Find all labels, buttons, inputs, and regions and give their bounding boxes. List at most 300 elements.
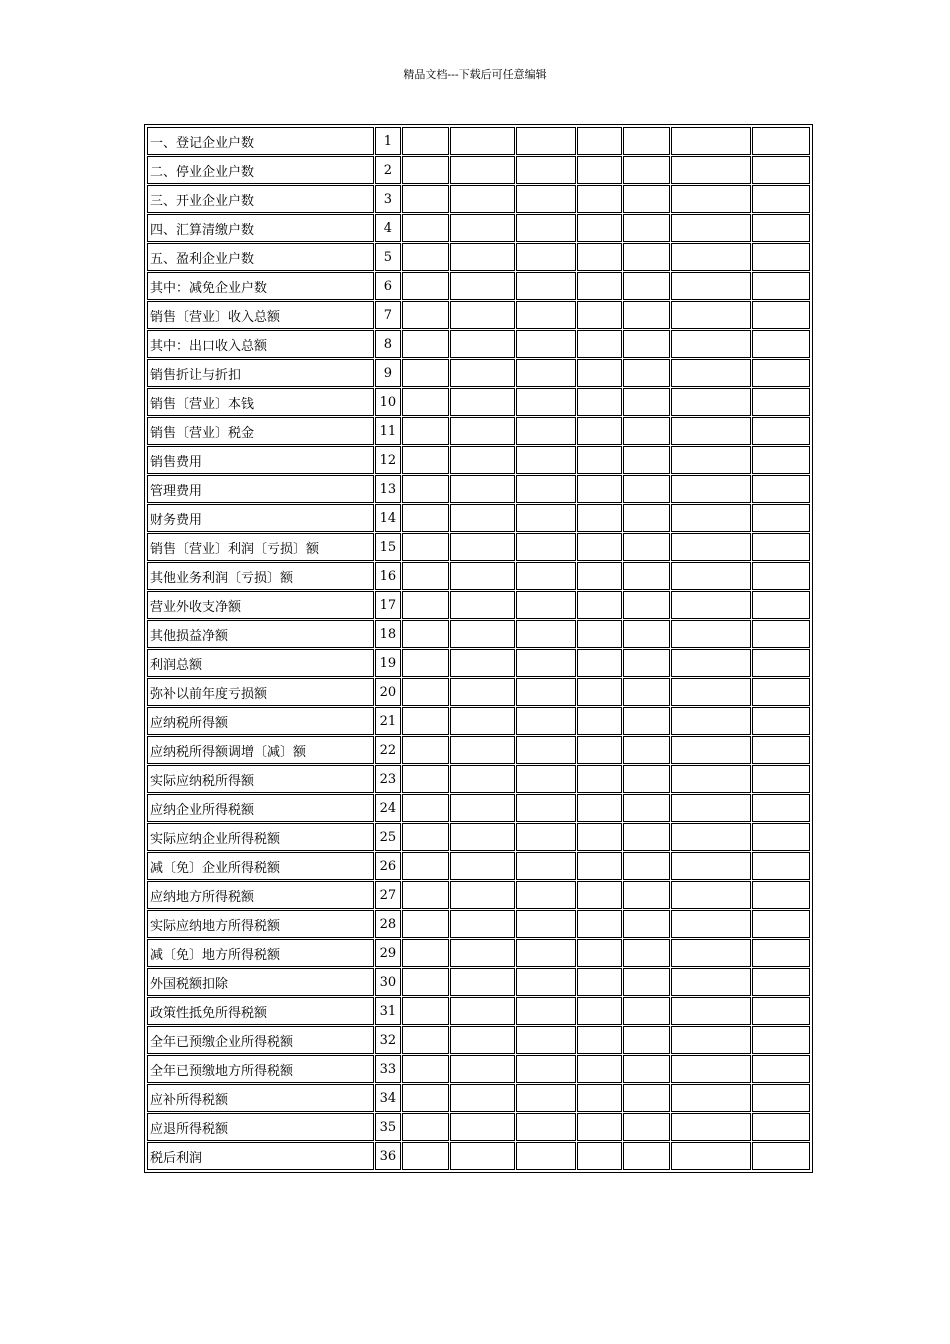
- table-row: [147, 881, 810, 909]
- empty-value-cell: [402, 794, 449, 822]
- empty-value-cell: [752, 475, 810, 503]
- empty-value-cell: [671, 620, 751, 648]
- empty-value-cell: [577, 881, 623, 909]
- row-number: 14: [375, 504, 401, 532]
- row-label: 财务费用: [147, 504, 374, 532]
- empty-value-cell: [623, 1142, 670, 1170]
- row-number: 26: [375, 852, 401, 880]
- empty-value-cell: [577, 562, 623, 590]
- row-label: 其他业务利润〔亏损〕额: [147, 562, 374, 590]
- table-body: [147, 127, 810, 1170]
- empty-value-cell: [671, 185, 751, 213]
- row-label: 管理费用: [147, 475, 374, 503]
- empty-value-cell: [671, 127, 751, 155]
- row-label: 四、汇算清缴户数: [147, 214, 374, 242]
- empty-value-cell: [516, 910, 576, 938]
- table-row: [147, 533, 810, 561]
- empty-value-cell: [402, 1026, 449, 1054]
- empty-value-cell: [752, 765, 810, 793]
- empty-value-cell: [577, 649, 623, 677]
- row-number: 4: [375, 214, 401, 242]
- empty-value-cell: [671, 359, 751, 387]
- empty-value-cell: [623, 939, 670, 967]
- empty-value-cell: [752, 620, 810, 648]
- empty-value-cell: [623, 301, 670, 329]
- table-row: [147, 707, 810, 735]
- empty-value-cell: [752, 359, 810, 387]
- table-row: [147, 388, 810, 416]
- empty-value-cell: [623, 765, 670, 793]
- row-label: 销售〔营业〕收入总额: [147, 301, 374, 329]
- empty-value-cell: [752, 678, 810, 706]
- empty-value-cell: [450, 939, 515, 967]
- empty-value-cell: [577, 272, 623, 300]
- empty-value-cell: [577, 185, 623, 213]
- empty-value-cell: [450, 475, 515, 503]
- table-row: [147, 214, 810, 242]
- empty-value-cell: [623, 794, 670, 822]
- empty-value-cell: [450, 214, 515, 242]
- empty-value-cell: [671, 591, 751, 619]
- empty-value-cell: [671, 1142, 751, 1170]
- empty-value-cell: [450, 968, 515, 996]
- empty-value-cell: [577, 1026, 623, 1054]
- empty-value-cell: [450, 1055, 515, 1083]
- empty-value-cell: [623, 707, 670, 735]
- empty-value-cell: [623, 504, 670, 532]
- row-number: 35: [375, 1113, 401, 1141]
- row-label: 实际应纳企业所得税额: [147, 823, 374, 851]
- empty-value-cell: [516, 852, 576, 880]
- row-number: 12: [375, 446, 401, 474]
- empty-value-cell: [402, 272, 449, 300]
- empty-value-cell: [516, 185, 576, 213]
- empty-value-cell: [450, 1113, 515, 1141]
- empty-value-cell: [752, 736, 810, 764]
- empty-value-cell: [516, 562, 576, 590]
- empty-value-cell: [516, 272, 576, 300]
- empty-value-cell: [450, 736, 515, 764]
- empty-value-cell: [577, 1055, 623, 1083]
- empty-value-cell: [402, 910, 449, 938]
- empty-value-cell: [671, 156, 751, 184]
- empty-value-cell: [516, 620, 576, 648]
- empty-value-cell: [450, 1084, 515, 1112]
- row-number: 22: [375, 736, 401, 764]
- empty-value-cell: [450, 388, 515, 416]
- empty-value-cell: [623, 562, 670, 590]
- empty-value-cell: [516, 504, 576, 532]
- empty-value-cell: [577, 243, 623, 271]
- row-number: 28: [375, 910, 401, 938]
- empty-value-cell: [671, 504, 751, 532]
- row-label: 营业外收支净额: [147, 591, 374, 619]
- row-label: 应纳税所得额调增〔减〕额: [147, 736, 374, 764]
- empty-value-cell: [752, 446, 810, 474]
- table-row: [147, 1142, 810, 1170]
- empty-value-cell: [752, 852, 810, 880]
- empty-value-cell: [402, 968, 449, 996]
- empty-value-cell: [516, 127, 576, 155]
- empty-value-cell: [516, 765, 576, 793]
- row-number: 30: [375, 968, 401, 996]
- empty-value-cell: [402, 620, 449, 648]
- empty-value-cell: [752, 127, 810, 155]
- row-number: 8: [375, 330, 401, 358]
- empty-value-cell: [516, 243, 576, 271]
- table-row: [147, 968, 810, 996]
- row-label: 全年已预缴企业所得税额: [147, 1026, 374, 1054]
- table-row: [147, 243, 810, 271]
- empty-value-cell: [516, 330, 576, 358]
- empty-value-cell: [577, 330, 623, 358]
- empty-value-cell: [450, 707, 515, 735]
- empty-value-cell: [623, 417, 670, 445]
- empty-value-cell: [450, 997, 515, 1025]
- empty-value-cell: [752, 243, 810, 271]
- empty-value-cell: [671, 881, 751, 909]
- table-row: [147, 823, 810, 851]
- empty-value-cell: [623, 620, 670, 648]
- empty-value-cell: [402, 736, 449, 764]
- empty-value-cell: [752, 388, 810, 416]
- empty-value-cell: [450, 852, 515, 880]
- row-label: 税后利润: [147, 1142, 374, 1170]
- empty-value-cell: [450, 533, 515, 561]
- empty-value-cell: [402, 852, 449, 880]
- empty-value-cell: [671, 1084, 751, 1112]
- row-label: 政策性抵免所得税额: [147, 997, 374, 1025]
- row-number: 17: [375, 591, 401, 619]
- row-label: 三、开业企业户数: [147, 185, 374, 213]
- table-row: [147, 1055, 810, 1083]
- row-number: 34: [375, 1084, 401, 1112]
- empty-value-cell: [671, 1055, 751, 1083]
- empty-value-cell: [450, 272, 515, 300]
- empty-value-cell: [516, 446, 576, 474]
- empty-value-cell: [623, 475, 670, 503]
- empty-value-cell: [450, 156, 515, 184]
- empty-value-cell: [516, 301, 576, 329]
- empty-value-cell: [577, 794, 623, 822]
- empty-value-cell: [671, 765, 751, 793]
- table-row: [147, 620, 810, 648]
- table-row: [147, 678, 810, 706]
- row-number: 19: [375, 649, 401, 677]
- empty-value-cell: [516, 939, 576, 967]
- row-number: 5: [375, 243, 401, 271]
- empty-value-cell: [623, 997, 670, 1025]
- empty-value-cell: [752, 330, 810, 358]
- empty-value-cell: [623, 678, 670, 706]
- empty-value-cell: [752, 881, 810, 909]
- row-number: 24: [375, 794, 401, 822]
- empty-value-cell: [623, 910, 670, 938]
- row-label: 应纳地方所得税额: [147, 881, 374, 909]
- empty-value-cell: [402, 417, 449, 445]
- empty-value-cell: [623, 1055, 670, 1083]
- empty-value-cell: [402, 939, 449, 967]
- empty-value-cell: [752, 185, 810, 213]
- table-row: [147, 736, 810, 764]
- row-number: 18: [375, 620, 401, 648]
- row-label: 其他损益净额: [147, 620, 374, 648]
- empty-value-cell: [450, 910, 515, 938]
- table-row: [147, 417, 810, 445]
- empty-value-cell: [516, 475, 576, 503]
- empty-value-cell: [402, 446, 449, 474]
- empty-value-cell: [450, 678, 515, 706]
- table-row: [147, 446, 810, 474]
- empty-value-cell: [402, 185, 449, 213]
- empty-value-cell: [752, 214, 810, 242]
- empty-value-cell: [671, 272, 751, 300]
- empty-value-cell: [516, 968, 576, 996]
- empty-value-cell: [516, 794, 576, 822]
- empty-value-cell: [402, 678, 449, 706]
- empty-value-cell: [402, 765, 449, 793]
- empty-value-cell: [450, 417, 515, 445]
- row-number: 2: [375, 156, 401, 184]
- empty-value-cell: [450, 359, 515, 387]
- empty-value-cell: [516, 591, 576, 619]
- row-label: 利润总额: [147, 649, 374, 677]
- empty-value-cell: [516, 1113, 576, 1141]
- table-row: [147, 591, 810, 619]
- empty-value-cell: [516, 997, 576, 1025]
- empty-value-cell: [516, 359, 576, 387]
- table-row: [147, 330, 810, 358]
- empty-value-cell: [671, 243, 751, 271]
- empty-value-cell: [577, 765, 623, 793]
- empty-value-cell: [450, 1026, 515, 1054]
- empty-value-cell: [577, 533, 623, 561]
- row-label: 弥补以前年度亏损额: [147, 678, 374, 706]
- empty-value-cell: [450, 823, 515, 851]
- row-label: 其中：减免企业户数: [147, 272, 374, 300]
- empty-value-cell: [577, 823, 623, 851]
- table-row: [147, 185, 810, 213]
- empty-value-cell: [450, 649, 515, 677]
- empty-value-cell: [577, 359, 623, 387]
- table-row: [147, 272, 810, 300]
- empty-value-cell: [623, 591, 670, 619]
- row-number: 31: [375, 997, 401, 1025]
- empty-value-cell: [516, 1055, 576, 1083]
- table-row: [147, 301, 810, 329]
- empty-value-cell: [752, 156, 810, 184]
- empty-value-cell: [516, 678, 576, 706]
- row-label: 销售折让与折扣: [147, 359, 374, 387]
- empty-value-cell: [450, 504, 515, 532]
- empty-value-cell: [623, 1026, 670, 1054]
- row-number: 21: [375, 707, 401, 735]
- empty-value-cell: [671, 736, 751, 764]
- empty-value-cell: [752, 649, 810, 677]
- empty-value-cell: [671, 388, 751, 416]
- empty-value-cell: [577, 707, 623, 735]
- empty-value-cell: [450, 185, 515, 213]
- empty-value-cell: [623, 533, 670, 561]
- empty-value-cell: [516, 736, 576, 764]
- empty-value-cell: [623, 243, 670, 271]
- empty-value-cell: [671, 330, 751, 358]
- empty-value-cell: [402, 591, 449, 619]
- table-row: [147, 359, 810, 387]
- row-number: 29: [375, 939, 401, 967]
- empty-value-cell: [577, 997, 623, 1025]
- tax-summary-table-frame: [144, 124, 813, 1173]
- empty-value-cell: [577, 852, 623, 880]
- row-label: 外国税额扣除: [147, 968, 374, 996]
- row-label: 一、登记企业户数: [147, 127, 374, 155]
- empty-value-cell: [402, 475, 449, 503]
- tax-summary-table: [146, 126, 811, 1171]
- row-number: 11: [375, 417, 401, 445]
- empty-value-cell: [671, 214, 751, 242]
- table-row: [147, 156, 810, 184]
- empty-value-cell: [402, 330, 449, 358]
- empty-value-cell: [671, 852, 751, 880]
- empty-value-cell: [577, 968, 623, 996]
- empty-value-cell: [752, 1055, 810, 1083]
- row-label: 应纳税所得额: [147, 707, 374, 735]
- empty-value-cell: [752, 794, 810, 822]
- empty-value-cell: [577, 388, 623, 416]
- row-number: 15: [375, 533, 401, 561]
- empty-value-cell: [402, 649, 449, 677]
- empty-value-cell: [623, 881, 670, 909]
- row-number: 27: [375, 881, 401, 909]
- row-label: 应退所得税额: [147, 1113, 374, 1141]
- empty-value-cell: [516, 1026, 576, 1054]
- row-number: 16: [375, 562, 401, 590]
- row-label: 全年已预缴地方所得税额: [147, 1055, 374, 1083]
- empty-value-cell: [623, 330, 670, 358]
- empty-value-cell: [577, 591, 623, 619]
- empty-value-cell: [516, 707, 576, 735]
- row-label: 销售费用: [147, 446, 374, 474]
- empty-value-cell: [402, 214, 449, 242]
- empty-value-cell: [516, 1142, 576, 1170]
- row-number: 1: [375, 127, 401, 155]
- empty-value-cell: [623, 156, 670, 184]
- empty-value-cell: [671, 707, 751, 735]
- table-row: [147, 794, 810, 822]
- empty-value-cell: [450, 591, 515, 619]
- row-number: 36: [375, 1142, 401, 1170]
- empty-value-cell: [516, 388, 576, 416]
- empty-value-cell: [623, 388, 670, 416]
- empty-value-cell: [402, 388, 449, 416]
- empty-value-cell: [402, 301, 449, 329]
- empty-value-cell: [402, 359, 449, 387]
- empty-value-cell: [577, 301, 623, 329]
- empty-value-cell: [752, 707, 810, 735]
- empty-value-cell: [671, 997, 751, 1025]
- empty-value-cell: [402, 823, 449, 851]
- table-row: [147, 1113, 810, 1141]
- row-number: 9: [375, 359, 401, 387]
- empty-value-cell: [402, 1084, 449, 1112]
- page-header: 精品文档---下载后可任意编辑: [403, 68, 547, 81]
- empty-value-cell: [752, 997, 810, 1025]
- empty-value-cell: [623, 272, 670, 300]
- row-number: 3: [375, 185, 401, 213]
- empty-value-cell: [402, 1113, 449, 1141]
- empty-value-cell: [450, 446, 515, 474]
- empty-value-cell: [450, 562, 515, 590]
- empty-value-cell: [577, 939, 623, 967]
- empty-value-cell: [577, 1142, 623, 1170]
- empty-value-cell: [752, 1113, 810, 1141]
- empty-value-cell: [450, 330, 515, 358]
- row-number: 23: [375, 765, 401, 793]
- empty-value-cell: [516, 823, 576, 851]
- empty-value-cell: [577, 475, 623, 503]
- empty-value-cell: [516, 649, 576, 677]
- empty-value-cell: [402, 997, 449, 1025]
- empty-value-cell: [752, 1026, 810, 1054]
- empty-value-cell: [623, 1084, 670, 1112]
- empty-value-cell: [671, 939, 751, 967]
- row-label: 应补所得税额: [147, 1084, 374, 1112]
- empty-value-cell: [623, 446, 670, 474]
- empty-value-cell: [402, 562, 449, 590]
- row-number: 10: [375, 388, 401, 416]
- row-label: 实际应纳税所得额: [147, 765, 374, 793]
- table-row: [147, 504, 810, 532]
- empty-value-cell: [671, 794, 751, 822]
- row-label: 实际应纳地方所得税额: [147, 910, 374, 938]
- empty-value-cell: [402, 1142, 449, 1170]
- empty-value-cell: [516, 1084, 576, 1112]
- empty-value-cell: [671, 533, 751, 561]
- empty-value-cell: [623, 968, 670, 996]
- empty-value-cell: [516, 156, 576, 184]
- empty-value-cell: [623, 214, 670, 242]
- empty-value-cell: [752, 939, 810, 967]
- row-label: 应纳企业所得税额: [147, 794, 374, 822]
- empty-value-cell: [577, 1113, 623, 1141]
- empty-value-cell: [577, 1084, 623, 1112]
- empty-value-cell: [752, 533, 810, 561]
- empty-value-cell: [671, 823, 751, 851]
- row-label: 销售〔营业〕利润〔亏损〕额: [147, 533, 374, 561]
- empty-value-cell: [752, 417, 810, 445]
- empty-value-cell: [577, 127, 623, 155]
- empty-value-cell: [752, 591, 810, 619]
- empty-value-cell: [671, 910, 751, 938]
- empty-value-cell: [577, 736, 623, 764]
- row-label: 其中：出口收入总额: [147, 330, 374, 358]
- empty-value-cell: [671, 1026, 751, 1054]
- empty-value-cell: [671, 649, 751, 677]
- empty-value-cell: [671, 968, 751, 996]
- row-label: 销售〔营业〕税金: [147, 417, 374, 445]
- table-row: [147, 852, 810, 880]
- empty-value-cell: [752, 968, 810, 996]
- empty-value-cell: [516, 214, 576, 242]
- empty-value-cell: [577, 504, 623, 532]
- empty-value-cell: [402, 156, 449, 184]
- row-number: 7: [375, 301, 401, 329]
- empty-value-cell: [450, 301, 515, 329]
- empty-value-cell: [516, 417, 576, 445]
- empty-value-cell: [450, 127, 515, 155]
- empty-value-cell: [671, 1113, 751, 1141]
- table-row: [147, 475, 810, 503]
